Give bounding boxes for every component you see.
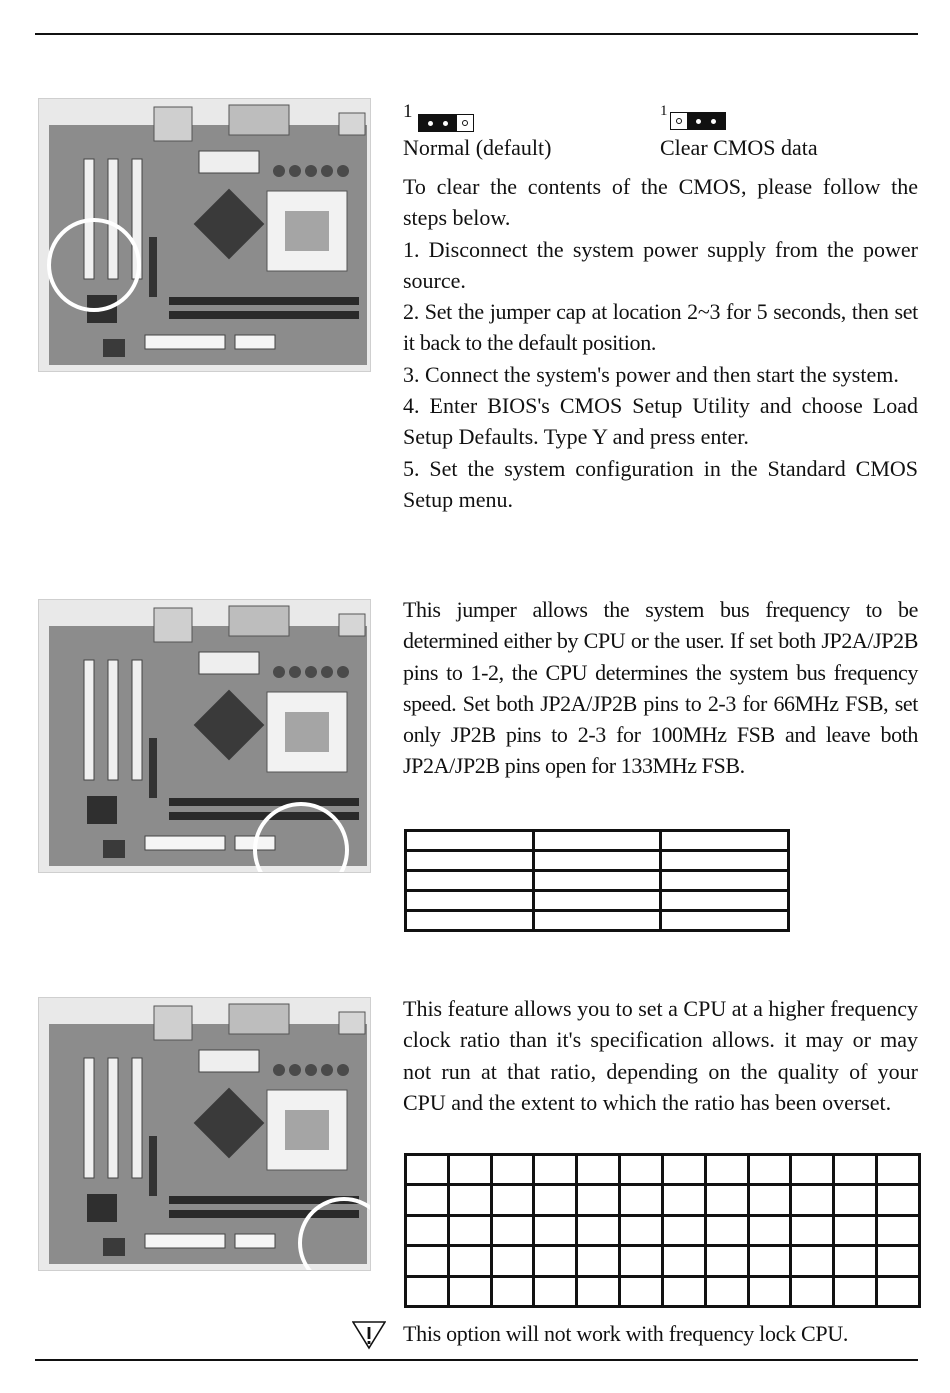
- table-cell: [577, 1246, 620, 1276]
- table-cell: [406, 1276, 449, 1306]
- table-cell: [491, 1246, 534, 1276]
- table-cell: [791, 1246, 834, 1276]
- fsb-description: [403, 594, 918, 782]
- table-cell: [705, 1215, 748, 1245]
- table-cell: [834, 1246, 877, 1276]
- cmos-step-1: 1. Disconnect the system power supply from the power source.: [403, 236, 918, 293]
- table-cell: [877, 1215, 920, 1245]
- table-cell: [491, 1155, 534, 1185]
- table-cell: [662, 1185, 705, 1215]
- table-cell: [662, 1215, 705, 1245]
- jumper-normal-diagram: [418, 114, 474, 132]
- table-cell: [834, 1185, 877, 1215]
- table-cell: [406, 1215, 449, 1245]
- cmos-step-5: 5. Set the system configuration in the Standard CMOS Setup menu.: [403, 455, 918, 512]
- table-cell: [406, 1246, 449, 1276]
- table-cell: [406, 911, 534, 931]
- table-cell: [577, 1276, 620, 1306]
- table-row: [406, 1185, 920, 1215]
- table-cell: [661, 871, 789, 891]
- table-cell: [791, 1215, 834, 1245]
- table-cell: [577, 1185, 620, 1215]
- header-rule: [35, 33, 918, 35]
- cmos-step-3: 3. Connect the system's power and then start the system.: [403, 361, 899, 387]
- table-cell: [748, 1185, 791, 1215]
- table-cell: [491, 1276, 534, 1306]
- motherboard-image-fsb-jumper: [38, 599, 371, 873]
- table-cell: [534, 1185, 577, 1215]
- table-cell: [534, 1155, 577, 1185]
- table-cell: [705, 1246, 748, 1276]
- jumper-normal-caption: Normal (default): [403, 135, 552, 160]
- jumper-clear-caption: Clear CMOS data: [660, 135, 818, 160]
- warning-triangle-icon: [352, 1320, 386, 1350]
- table-cell: [406, 891, 534, 911]
- footer-rule: [35, 1359, 918, 1361]
- table-cell: [534, 1276, 577, 1306]
- jumper-normal-pin1-label: 1: [403, 101, 413, 122]
- table-cell: [877, 1185, 920, 1215]
- table-cell: [533, 851, 661, 871]
- table-cell: [533, 891, 661, 911]
- table-cell: [791, 1155, 834, 1185]
- table-row: [406, 1155, 920, 1185]
- table-cell: [620, 1155, 663, 1185]
- table-cell: [533, 911, 661, 931]
- table-row: [406, 911, 789, 931]
- table-cell: [791, 1185, 834, 1215]
- table-cell: [448, 1185, 491, 1215]
- table-cell: [406, 851, 534, 871]
- table-cell: [834, 1215, 877, 1245]
- table-cell: [877, 1155, 920, 1185]
- table-cell: [877, 1246, 920, 1276]
- table-cell: [748, 1155, 791, 1185]
- table-cell: [661, 891, 789, 911]
- ratio-jumper-table: [404, 1153, 921, 1308]
- table-cell: [705, 1185, 748, 1215]
- table-cell: [662, 1246, 705, 1276]
- table-cell: [448, 1246, 491, 1276]
- table-row: [406, 831, 789, 851]
- jumper-clear-diagram: [670, 112, 726, 130]
- table-cell: [834, 1276, 877, 1306]
- table-cell: [448, 1215, 491, 1245]
- table-cell: [748, 1215, 791, 1245]
- table-cell: [448, 1276, 491, 1306]
- table-row: [406, 891, 789, 911]
- table-cell: [620, 1185, 663, 1215]
- table-cell: [877, 1276, 920, 1306]
- table-cell: [406, 871, 534, 891]
- table-cell: [491, 1215, 534, 1245]
- table-cell: [748, 1246, 791, 1276]
- table-cell: [491, 1185, 534, 1215]
- table-row: [406, 871, 789, 891]
- table-cell: [577, 1215, 620, 1245]
- table-cell: [620, 1276, 663, 1306]
- cmos-instructions: [403, 171, 918, 515]
- table-cell: [620, 1215, 663, 1245]
- table-cell: [406, 1185, 449, 1215]
- table-cell: [577, 1155, 620, 1185]
- motherboard-image-cmos-jumper: [38, 98, 371, 372]
- table-cell: [705, 1276, 748, 1306]
- warning-note: This option will not work with frequency lock CPU.: [403, 1321, 849, 1346]
- table-cell: [620, 1246, 663, 1276]
- cmos-step-4: 4. Enter BIOS's CMOS Setup Utility and choose Load Setup Defaults. Type Y and press enter.: [403, 393, 918, 450]
- table-cell: [661, 831, 789, 851]
- motherboard-image-ratio-jumper: [38, 997, 371, 1271]
- cmos-intro: To clear the contents of the CMOS, please follow the steps below.: [403, 174, 918, 231]
- table-cell: [533, 871, 661, 891]
- table-cell: [705, 1155, 748, 1185]
- table-cell: [661, 851, 789, 871]
- table-cell: [448, 1155, 491, 1185]
- table-cell: [534, 1215, 577, 1245]
- table-cell: [834, 1155, 877, 1185]
- table-cell: [406, 831, 534, 851]
- table-row: [406, 1276, 920, 1306]
- fsb-jumper-table: [404, 829, 790, 932]
- table-row: [406, 851, 789, 871]
- table-cell: [533, 831, 661, 851]
- table-row: [406, 1246, 920, 1276]
- table-cell: [534, 1246, 577, 1276]
- table-cell: [662, 1155, 705, 1185]
- table-row: [406, 1215, 920, 1245]
- ratio-text: This feature allows you to set a CPU at a higher frequency clock ratio than it's specification allows. it may or may not run at that ratio, depending on the quality of your CPU and the extent to which the ratio has been overset.: [403, 996, 919, 1115]
- table-cell: [406, 1155, 449, 1185]
- table-cell: [791, 1276, 834, 1306]
- jumper-clear-pin1-label: 1: [660, 103, 668, 119]
- table-cell: [662, 1276, 705, 1306]
- cmos-step-2: 2. Set the jumper cap at location 2~3 for 5 seconds, then set it back to the default position.: [403, 299, 918, 356]
- fsb-text: This jumper allows the system bus frequency to be determined either by CPU or the user. If set both JP2A/JP2B pins to 1-2, the CPU determines the system bus frequency speed. Set both JP2A/JP2B pins to 2-3 for 66MHz FSB, set only JP2B pins to 2-3 for 100MHz FSB and leave both JP2A/JP2B pins open for 133MHz FSB.: [403, 597, 918, 779]
- table-cell: [661, 911, 789, 931]
- ratio-description: [403, 993, 918, 1118]
- table-cell: [748, 1276, 791, 1306]
